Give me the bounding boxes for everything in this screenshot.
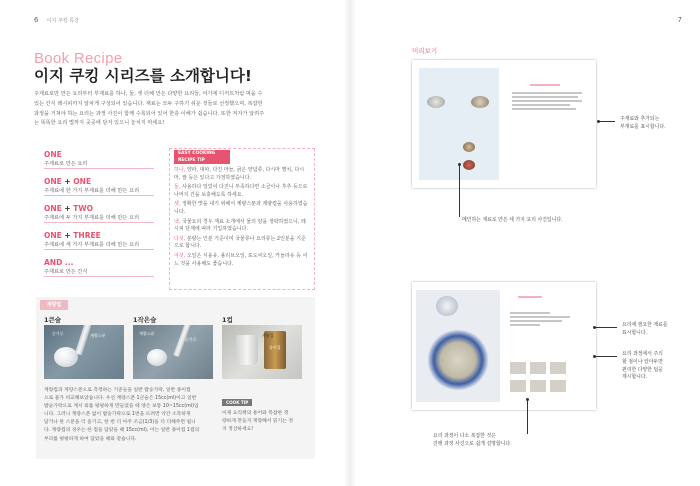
tip-header-line: RECIPE TIP xyxy=(178,157,205,163)
callout-line xyxy=(599,121,615,122)
callout-line xyxy=(595,327,617,328)
photo-label: 순가루 xyxy=(185,337,197,342)
tip-item xyxy=(174,236,310,251)
recipe-type-desc: 주재료로 만든 간식 xyxy=(44,268,154,277)
spoon-handle-image xyxy=(75,325,92,355)
annotation-line: 할 점이나 알아두면 xyxy=(622,358,663,365)
type-head-extra: ONE xyxy=(73,177,92,186)
type-head-plus: + xyxy=(61,231,74,240)
tip-item xyxy=(174,219,310,234)
step-photo xyxy=(550,362,566,374)
preview-spread-one xyxy=(412,60,596,188)
preview-text-line xyxy=(512,100,582,102)
callout-line xyxy=(459,165,460,217)
tip-key: 여섯, xyxy=(174,252,186,259)
measure-col-title: 1컵 xyxy=(222,316,233,324)
annotation-bottom-bottom xyxy=(433,433,623,449)
tip-text: 양파, 대파, 다진 마늘, 굵은 양념류, 다시마 멸치, 다시마, 쌀 등은 있다고 가정하였습니다. xyxy=(174,167,305,181)
photo-label: 종이컵 xyxy=(269,345,281,350)
tip-key: 넷, xyxy=(174,218,181,225)
cup-photo xyxy=(222,325,302,379)
measure-line: 밥숟가락으로 계서 외를 평평하게 만들었을 때 양은 보통 10~15cc(ml)입 xyxy=(44,404,199,410)
type-head-plus: + xyxy=(61,204,74,213)
intro-paragraph xyxy=(34,90,314,129)
cook-tip-line: 량하게 만들지 게량해서 읽기는 정 xyxy=(222,419,293,424)
intro-line: 있는 간식 레시피까지 알차게 구성되어 있습니다. 재료는 모두 구하기 쉬운 것들로 선정했으며, 복잡한 xyxy=(34,100,263,107)
annotation-line: 부재료를 표시합니다. xyxy=(620,123,666,130)
type-head-main: ONE xyxy=(44,204,62,213)
preview-text-line xyxy=(512,96,578,98)
step-photo xyxy=(530,362,546,374)
measure-line: 계량컵과 계량스푼으로 측정하는 기준들을 일반 밥숟가락, 일반 종이컵 xyxy=(44,388,191,393)
intro-line: 는 똑똑한 요리 법까지 곳곳에 담겨 있으니 놓치지 마세요! xyxy=(34,120,165,127)
page-number: 6 xyxy=(34,16,39,24)
type-head-main: ONE xyxy=(44,150,62,159)
measure-col-title: 1작은술 xyxy=(133,316,157,324)
eyebrow-title: Book Recipe xyxy=(34,50,123,67)
page-title: 이지 쿠킹 시리즈를 소개합니다! xyxy=(34,67,252,85)
callout-line xyxy=(527,400,528,434)
preview-dish-photo xyxy=(416,290,500,402)
preview-recipe-block xyxy=(510,290,590,402)
tip-header-line: EASY COOKING xyxy=(178,151,216,156)
recipe-type-list xyxy=(44,150,154,285)
recipe-type xyxy=(44,258,154,277)
annotation-top-bottom: 메인하는 재료로 만든 세 가지 요리 사진입니다. xyxy=(462,217,563,223)
bowl-image xyxy=(463,160,475,170)
recipe-type-head xyxy=(44,258,154,268)
measuring-cup-image xyxy=(236,335,258,365)
tip-key: 하나, xyxy=(174,167,186,173)
recipe-type xyxy=(44,150,154,169)
measure-line: 부피를 평평하게 하여 담았을 때와 같습니다. xyxy=(44,436,137,442)
recipe-type xyxy=(44,231,154,250)
annotation-line: 요리에 필요한 재료를 xyxy=(622,322,668,328)
annotation-top-right xyxy=(620,116,698,132)
recipe-type-head xyxy=(44,150,154,160)
preview-spread-two xyxy=(412,282,596,410)
cook-tip-line: 이제 요리책의 용어와 복잡한 정 xyxy=(222,411,289,416)
recipe-type-desc: 주재료에 두 가지 부재료를 더해 만든 요리 xyxy=(44,214,154,223)
type-head-extra: THREE xyxy=(73,231,101,240)
right-folio xyxy=(678,16,682,24)
annotation-line: 진행 과정 사진으로 쉽게 설명합니다. xyxy=(433,440,512,447)
cook-tip-line: 지 정상하세요! xyxy=(222,427,254,432)
measure-line: 니다. 그러니 계량스푼 없이 밥숟가락으로 1번을 뜨려면 약간 소복하게 xyxy=(44,412,191,418)
plate-image xyxy=(426,330,490,390)
cup-image xyxy=(436,296,458,316)
tip-item xyxy=(174,167,310,182)
preview-label: 미리보기 xyxy=(412,47,438,55)
recipe-type xyxy=(44,177,154,196)
step-photo xyxy=(510,380,526,392)
preview-text-line xyxy=(510,312,550,314)
tip-text: 국물요리 경우 재료 소개에서 물의 양을 생략하였으니, 레시피 단계에 따라 기입하였습니다. xyxy=(174,218,306,233)
preview-text-line xyxy=(512,104,570,106)
bowl-image xyxy=(427,96,445,108)
type-head-main: ONE xyxy=(44,231,62,240)
measure-line: 담거나 한 스푼을 더 올기고, 한 번 더 아주 조금(1/3)을 더 더해주면 됩니 xyxy=(44,420,196,426)
recipe-type-desc: 주재료로 만든 요리 xyxy=(44,160,154,169)
preview-text-line xyxy=(510,316,570,318)
annotation-line: 표시합니다. xyxy=(622,329,648,336)
tip-text: 오일은 식용유, 올리브오일, 포도씨오일, 카놀라유 등 어느 것을 사용해도 좋습니다. xyxy=(174,252,308,267)
type-head-extra: TWO xyxy=(73,204,94,213)
recipe-type-head xyxy=(44,231,154,241)
photo-label: 순가루 xyxy=(52,331,64,336)
book-gutter xyxy=(344,0,356,486)
annotation-bottom-right-2 xyxy=(622,351,698,382)
page-number: 7 xyxy=(677,16,682,24)
measurement-box xyxy=(36,297,315,459)
cook-tip-text xyxy=(222,410,308,434)
tip-item xyxy=(174,253,310,268)
annotation-line: 제시합니다. xyxy=(622,374,648,381)
annotation-line: 요리 과정에서 주의 xyxy=(622,351,663,357)
preview-heading-line xyxy=(530,84,560,86)
tablespoon-photo xyxy=(44,325,124,379)
spoon-image xyxy=(54,347,78,367)
preview-heading-line xyxy=(518,296,542,298)
measurement-tab: 계량법 xyxy=(40,300,68,310)
type-head-plus: + xyxy=(61,177,74,186)
preview-text-line xyxy=(512,108,576,110)
measure-line: 으로 물가 비교해보았습니다. 우선 계량스푼 1큰술은 15cc(ml)이고 일반 xyxy=(44,396,197,402)
tip-item xyxy=(174,184,310,199)
recipe-type-desc: 주재료에 세 가지 부재료를 더해 만든 요리 xyxy=(44,241,154,250)
type-head-main: AND ... xyxy=(44,258,74,267)
measure-line: 다. 계량컵의 경우는 한 컵을 담았을 때 15cc(ml), 이는 일반 종이컵 1컵의 xyxy=(44,428,200,434)
recipe-type xyxy=(44,204,154,223)
tip-text: 정확한 맛을 내기 위해서 계량스푼과 계량컵을 사용하였습니다. xyxy=(174,201,308,215)
step-photo xyxy=(530,380,546,392)
intro-line: 주재료로만 만든 요리부터 부재료를 하나, 둘, 셋 더해 만든 다양한 요리들, 여기에 디저트처럼 먹을 수 xyxy=(34,91,263,97)
preview-text-line xyxy=(510,320,562,322)
preview-text-block xyxy=(512,84,582,112)
tip-key: 다섯, xyxy=(174,235,186,242)
photo-label: 계량스푼 xyxy=(139,331,155,336)
teaspoon-photo xyxy=(133,325,213,379)
recipe-tip-header xyxy=(174,150,230,164)
right-page xyxy=(350,0,700,486)
tip-key: 둘, xyxy=(174,184,181,191)
callout-line xyxy=(595,356,617,357)
tip-text: 사용하다 얼었어 다진니 부족하다면 소금이나 후추 등으로 나머지 간을 보충해도록 하세요. xyxy=(174,184,308,198)
preview-text-line xyxy=(510,324,540,326)
cook-tip-label: COOK TIP xyxy=(222,399,252,406)
recipe-type-head xyxy=(44,204,154,214)
intro-line: 과정을 거쳐야 하는 요리는 과정 사진이 함께 수록되어 있어 한층 이해가 쉽습니다. 또한 저자가 알려주 xyxy=(34,110,265,117)
measure-col-title: 1큰술 xyxy=(44,316,62,324)
recipe-type-desc: 주재료에 한 가지 부재료를 더해 만든 요리 xyxy=(44,187,154,196)
tip-text: 분량는 인분 기준이며 국물류나 요리류는 2인분을 기준으로 합니다. xyxy=(174,235,306,250)
type-head-main: ONE xyxy=(44,177,62,186)
recipe-type-head xyxy=(44,177,154,187)
left-folio xyxy=(34,16,79,24)
step-photo xyxy=(550,380,566,392)
recipe-tip-box xyxy=(169,148,315,290)
bowl-image xyxy=(463,142,475,152)
photo-label: 계량컵 xyxy=(262,333,274,338)
annotation-line: 주재료와 추가되는 xyxy=(620,116,660,122)
annotation-line: 요리 과정이 다소 복잡한 것은 xyxy=(433,433,496,439)
annotation-line: 편리한 다양한 팁을 xyxy=(622,366,663,373)
cook-tip xyxy=(222,389,308,434)
step-photo xyxy=(510,362,526,374)
photo-label: 계량스푼 xyxy=(90,333,106,338)
running-head: 이지 쿠킹 특강 xyxy=(46,18,79,24)
preview-text-line xyxy=(512,92,582,94)
tip-item xyxy=(174,201,310,216)
recipe-tip-body xyxy=(174,167,310,270)
bowl-image xyxy=(471,96,489,108)
measurement-text xyxy=(44,387,212,444)
spoon-image xyxy=(147,349,167,366)
annotation-bottom-right-1 xyxy=(622,322,698,338)
tip-key: 셋, xyxy=(174,201,181,208)
